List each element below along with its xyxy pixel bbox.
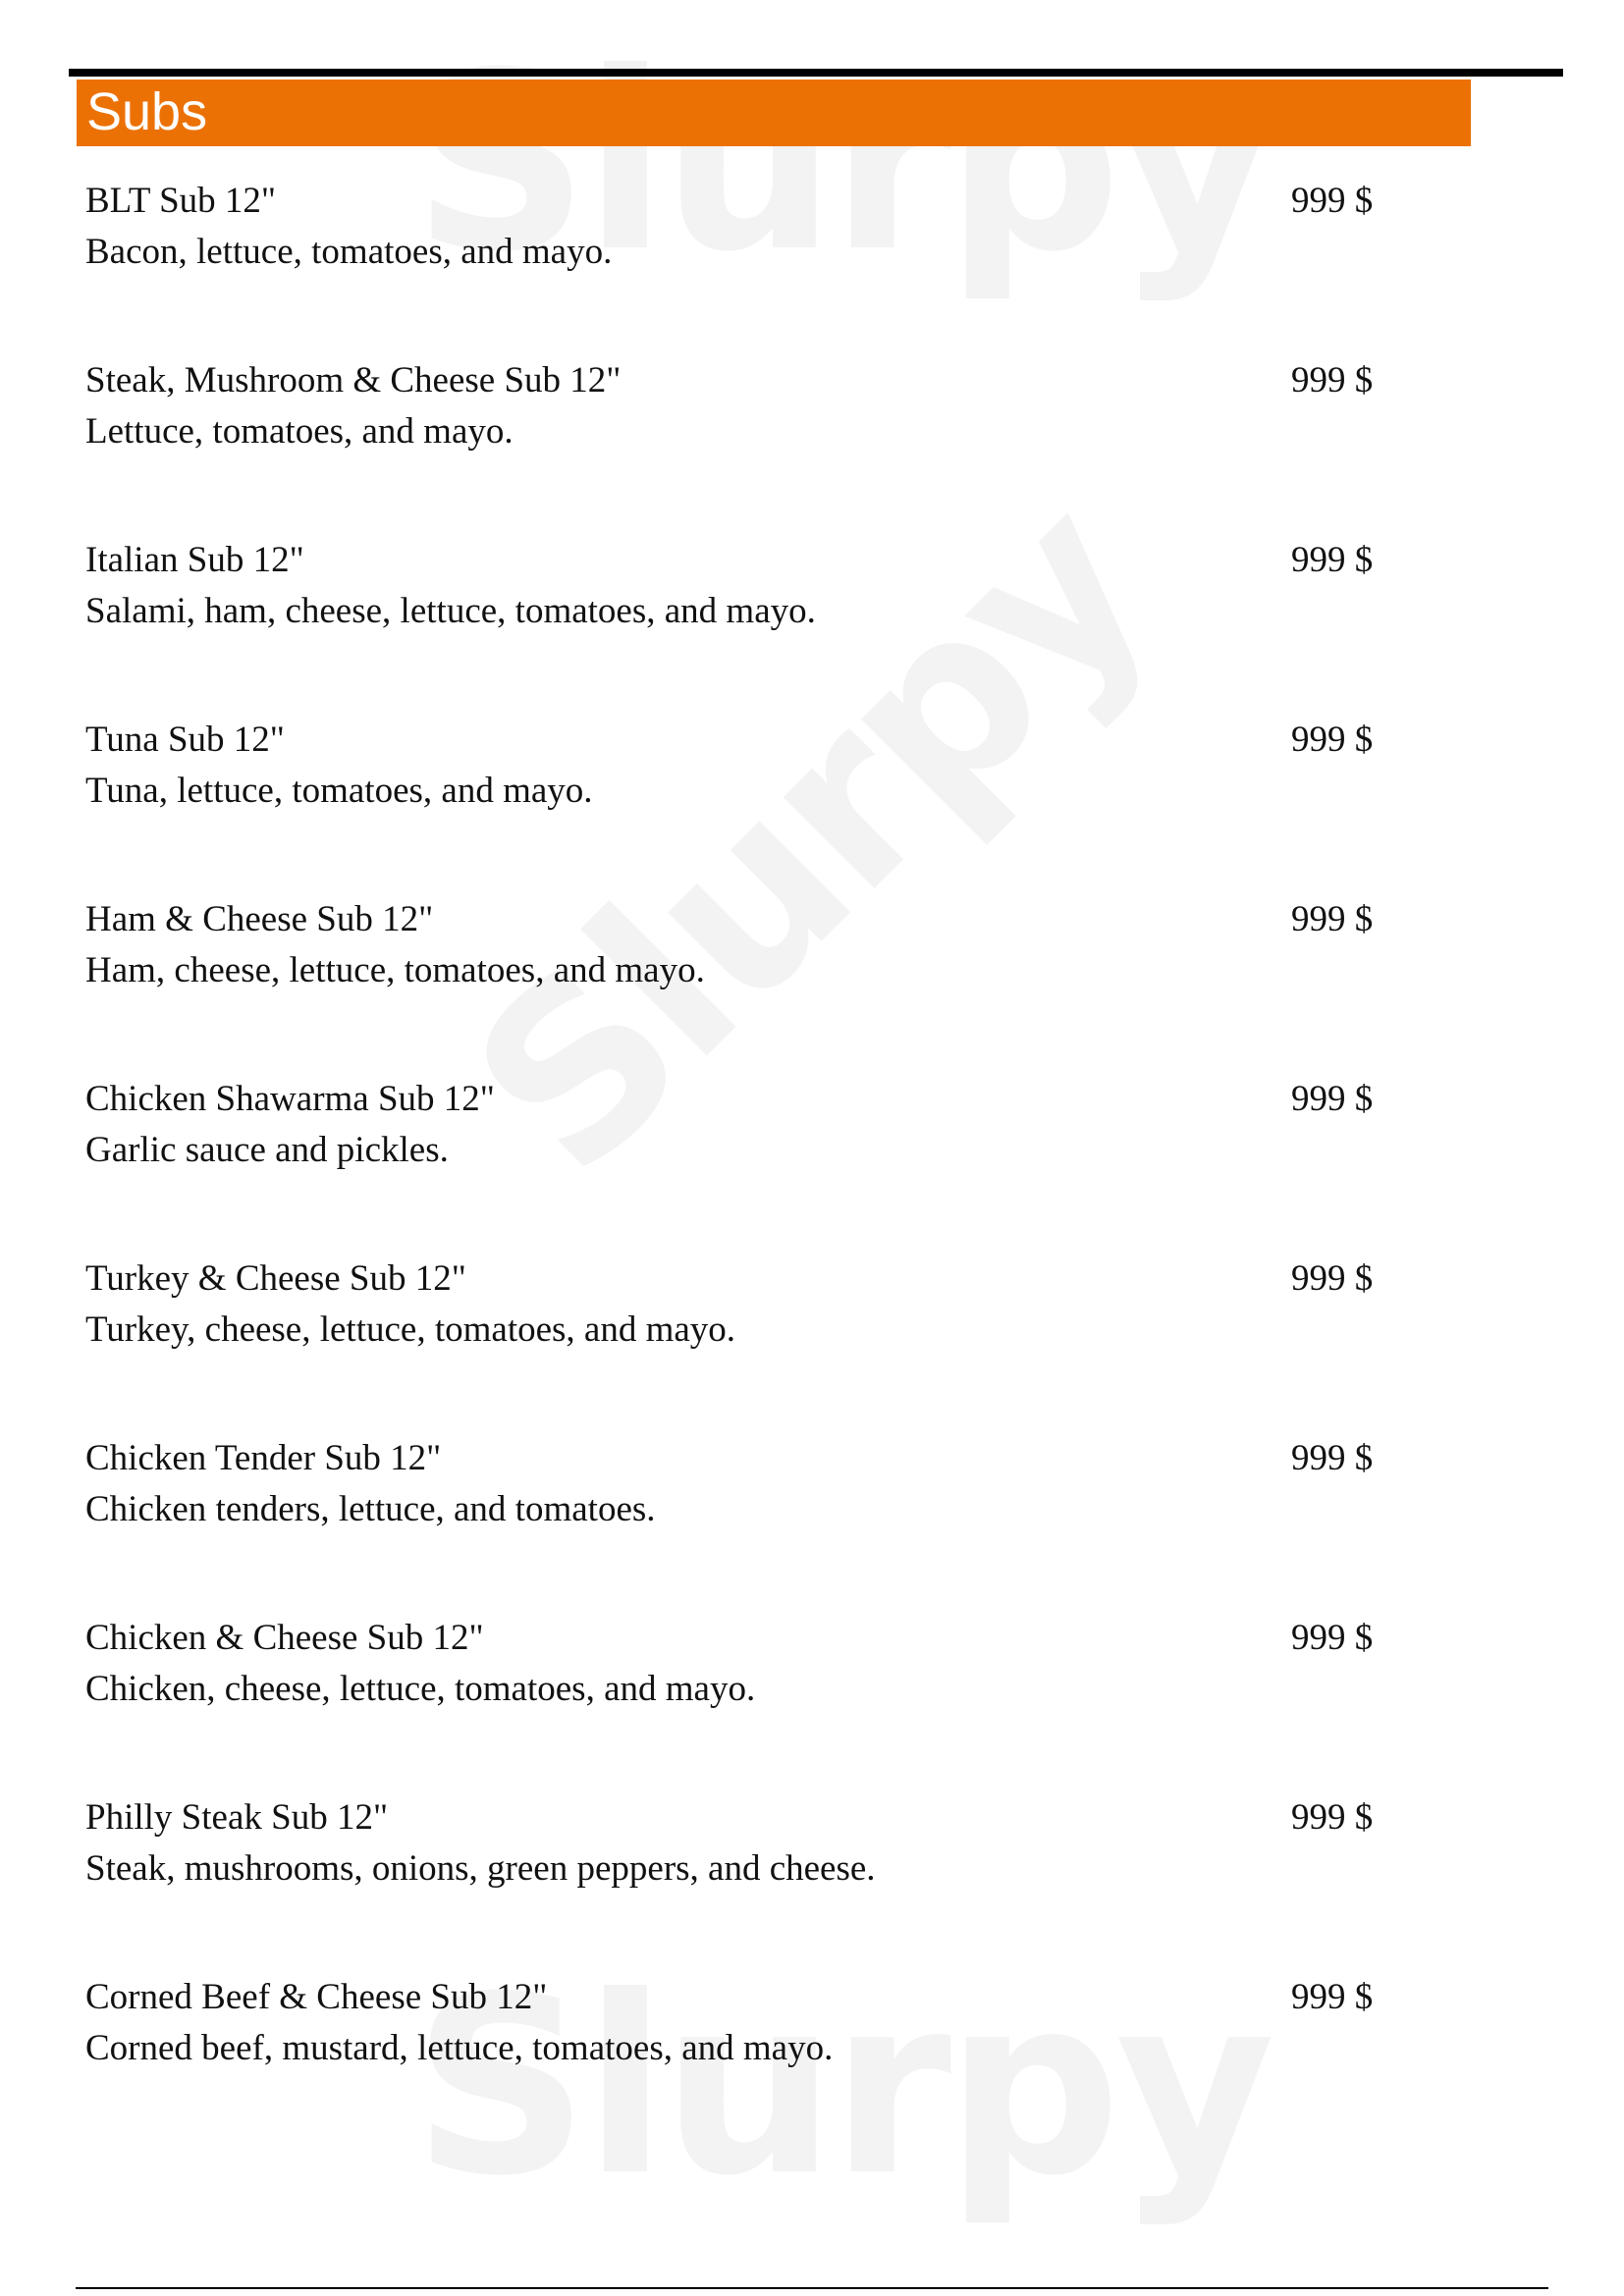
item-price: 999 $	[1291, 540, 1374, 580]
item-name: Tuna Sub 12"	[85, 720, 285, 760]
section-title: Subs	[86, 82, 208, 141]
item-description: Steak, mushrooms, onions, green peppers, and cheese.	[85, 1848, 876, 1889]
item-name: Chicken & Cheese Sub 12"	[85, 1618, 484, 1658]
menu-item	[0, 1257, 1624, 1375]
item-price: 999 $	[1291, 1258, 1374, 1299]
item-description: Tuna, lettuce, tomatoes, and mayo.	[85, 771, 593, 811]
menu-item	[0, 180, 1624, 297]
item-name: Chicken Shawarma Sub 12"	[85, 1079, 495, 1119]
item-price: 999 $	[1291, 360, 1374, 400]
menu-item	[0, 1976, 1624, 2094]
item-name: Chicken Tender Sub 12"	[85, 1438, 442, 1478]
menu-item	[0, 1437, 1624, 1555]
bottom-rule	[76, 2287, 1548, 2289]
menu-item	[0, 1796, 1624, 1914]
item-price: 999 $	[1291, 1797, 1374, 1838]
item-name: Ham & Cheese Sub 12"	[85, 899, 434, 939]
menu-item	[0, 1078, 1624, 1196]
item-price: 999 $	[1291, 1977, 1374, 2017]
menu-item	[0, 898, 1624, 1016]
menu-item	[0, 359, 1624, 477]
item-name: Corned Beef & Cheese Sub 12"	[85, 1977, 548, 2017]
item-description: Salami, ham, cheese, lettuce, tomatoes, and mayo.	[85, 591, 816, 631]
item-description: Corned beef, mustard, lettuce, tomatoes, and mayo.	[85, 2028, 834, 2068]
item-name: Italian Sub 12"	[85, 540, 304, 580]
item-name: Turkey & Cheese Sub 12"	[85, 1258, 466, 1299]
item-description: Ham, cheese, lettuce, tomatoes, and mayo.	[85, 950, 705, 990]
item-description: Lettuce, tomatoes, and mayo.	[85, 411, 514, 452]
menu-item	[0, 539, 1624, 657]
item-description: Bacon, lettuce, tomatoes, and mayo.	[85, 232, 613, 272]
item-price: 999 $	[1291, 720, 1374, 760]
item-description: Chicken tenders, lettuce, and tomatoes.	[85, 1489, 656, 1529]
item-price: 999 $	[1291, 1438, 1374, 1478]
menu-item	[0, 719, 1624, 836]
item-name: Philly Steak Sub 12"	[85, 1797, 389, 1838]
menu-item	[0, 1617, 1624, 1735]
item-price: 999 $	[1291, 1618, 1374, 1658]
item-name: BLT Sub 12"	[85, 181, 276, 221]
item-price: 999 $	[1291, 181, 1374, 221]
item-name: Steak, Mushroom & Cheese Sub 12"	[85, 360, 622, 400]
item-price: 999 $	[1291, 1079, 1374, 1119]
item-description: Garlic sauce and pickles.	[85, 1130, 449, 1170]
item-description: Chicken, cheese, lettuce, tomatoes, and mayo.	[85, 1669, 756, 1709]
item-description: Turkey, cheese, lettuce, tomatoes, and mayo.	[85, 1309, 736, 1350]
item-price: 999 $	[1291, 899, 1374, 939]
